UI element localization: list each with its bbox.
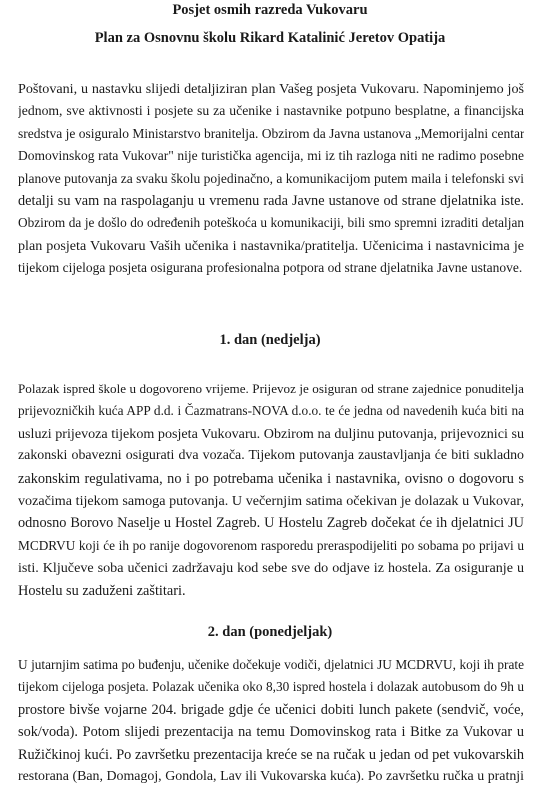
day2-paragraph	[18, 654, 524, 788]
text-line: tijekom cijeloga posjeta osigurana profesionalna potpora od strane djelatnika Javne ustanove.	[18, 260, 523, 276]
text-line: U jutarnjim satima po buđenju, učenike dočekuje vodiči, djelatnici JU MCDRVU, koji ih prate	[18, 657, 524, 672]
text-line: restorana (Ban, Domagoj, Gondola, Lav ili Vukovarska kuća). Po završetku ručka u pratnji	[18, 768, 524, 784]
text-line: prijevozničkih kuća APP d.d. i Čazmatrans-NOVA d.o.o. te će jedna od navedenih kuća biti na	[18, 403, 524, 419]
day2-heading: 2. dan (ponedjeljak)	[207, 624, 333, 640]
text-line: usluzi prijevoza tijekom posjeta Vukovaru. Obzirom na duljinu putovanja, prijevoznici su	[18, 425, 524, 442]
text-line: planove putovanja za svaku školu pojedinačno, a komunikacijom putem maila i telefonski svi	[18, 170, 524, 186]
text-line: zakonskim regulativama, no i po potrebama učenika i nastavnika, ovisno o dogovoru s	[18, 470, 524, 487]
text-line: detalji su vam na raspolaganju u vremenu rada Javne ustanove od strane djelatnika iste.	[18, 192, 524, 209]
text-line: Hostelu su zaduženi zaštitari.	[18, 582, 186, 599]
document-title: Posjet osmih razreda Vukovaru	[172, 2, 368, 18]
text-line: MCDRVU koji će ih po ranije dogovorenom rasporedu preraspodijeliti po sobama po prijavi u	[18, 537, 524, 553]
text-line: zakonski obavezni osigurati dva vozača. Tijekom putovanja zaustavljanja će biti sukladno	[18, 448, 524, 464]
text-line: tijekom cijeloga posjeta. Polazak učenika oko 8,30 ispred hostela i dolazak autobusom do 9h u	[18, 679, 524, 695]
text-line: prostore bivše vojarne 204. brigade gdje će učenici dobiti lunch pakete (sendvič, voće,	[18, 701, 524, 718]
text-line: Poštovani, u nastavku slijedi detaljiziran plan Vašeg posjeta Vukovaru. Napominjemo još	[18, 81, 524, 97]
day1-paragraph	[18, 378, 524, 602]
text-line: isti. Ključeve soba učenici zadržavaju kod sebe sve do odjave iz hostela. Za osiguranje u	[18, 560, 524, 577]
text-line: Polazak ispred škole u dogovoreno vrijeme. Prijevoz je osiguran od strane zajednice ponuditelja	[18, 381, 524, 396]
text-line: odnosno Borovo Naselje u Hostel Zagreb. U Hostelu Zagreb dočekat će ih djelatnici JU	[18, 515, 524, 532]
intro-paragraph	[18, 78, 524, 280]
text-line: plan posjeta Vukovaru Vaših učenika i nastavnika/pratitelja. Učenicima i nastavnicima je	[18, 237, 524, 254]
text-line: jednom, sve aktivnosti i posjete su za učenike i nastavnike potpuno besplatne, a financijska	[18, 103, 524, 119]
text-line: Obzirom da je došlo do određenih poteškoća u komunikaciji, bili smo spremni izraditi detaljan	[18, 215, 524, 231]
text-line: sredstva je osiguralo Ministarstvo branitelja. Obzirom da Javna ustanova „Memorijalni centar	[18, 125, 524, 141]
document-subtitle: Plan za Osnovnu školu Rikard Katalinić Jeretov Opatija	[94, 30, 446, 46]
text-line: vozačima tijekom samoga putovanja. U večernjim satima očekivan je dolazak u Vukovar,	[18, 492, 524, 509]
day1-heading: 1. dan (nedjelja)	[219, 332, 321, 348]
text-line: Ružičkinoj kući. Po završetku prezentacija kreće se na ručak u jedan od pet vukovarskih	[18, 746, 524, 763]
text-line: Domovinskog rata Vukovar" nije turistička agencija, mi iz tih razloga niti ne radimo posebne	[18, 148, 524, 164]
text-line: sok/voda). Potom slijedi prezentacija na temu Domovinskog rata i Bitke za Vukovar u	[18, 724, 524, 741]
